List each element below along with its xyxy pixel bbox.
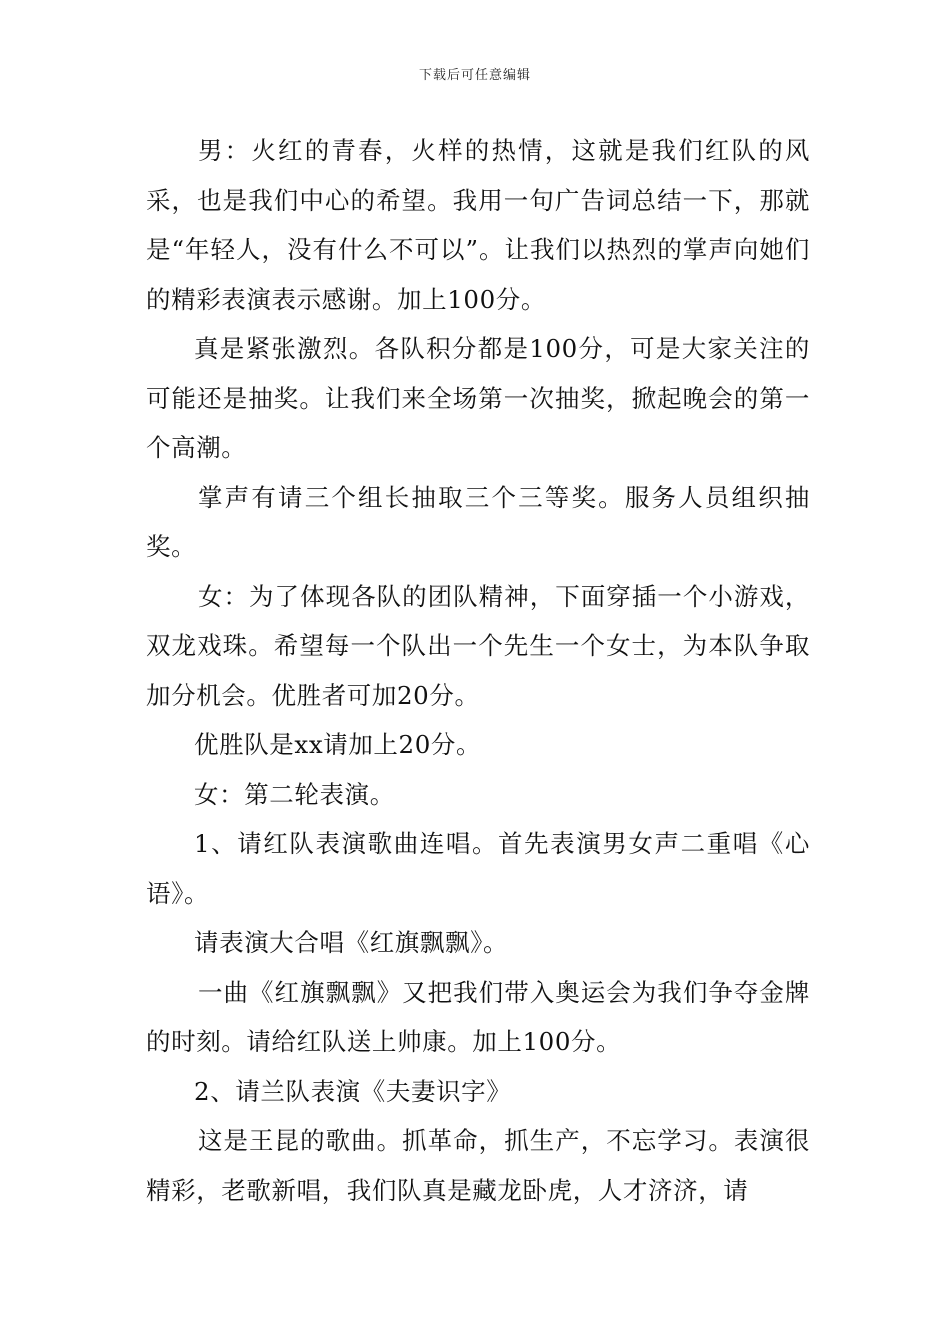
paragraph: 男：火红的青春，火样的热情，这就是我们红队的风采，也是我们中心的希望。我用一句广告词总结一下，那就是“年轻人，没有什么不可以”。让我们以热烈的掌声向她们的精彩表演表示感谢。加上100分。 <box>146 136 810 314</box>
document-body <box>146 126 810 1215</box>
paragraph: 这是王昆的歌曲。抓革命，抓生产，不忘学习。表演很精彩，老歌新唱，我们队真是藏龙卧虎，人才济济，请 <box>146 1126 810 1205</box>
paragraph: 女：第二轮表演。 <box>194 779 395 809</box>
paragraph: 掌声有请三个组长抽取三个三等奖。服务人员组织抽奖。 <box>146 482 810 561</box>
page-header-note: 下载后可任意编辑 <box>418 68 531 83</box>
paragraph: 请表演大合唱《红旗飘飘》。 <box>194 928 509 957</box>
paragraph: 优胜队是xx请加上20分。 <box>194 730 482 759</box>
paragraph: 1、请红队表演歌曲连唱。首先表演男女声二重唱《心语》。 <box>146 829 810 908</box>
paragraph: 女：为了体现各队的团队精神，下面穿插一个小游戏，双龙戏珠。希望每一个队出一个先生一个女士，为本队争取加分机会。优胜者可加20分。 <box>146 581 810 710</box>
paragraph: 一曲《红旗飘飘》又把我们带入奥运会为我们争夺金牌的时刻。请给红队送上帅康。加上100分。 <box>146 977 810 1056</box>
paragraph: 2、请兰队表演《夫妻识字》 <box>194 1076 512 1106</box>
paragraph: 真是紧张激烈。各队积分都是100分，可是大家关注的可能还是抽奖。让我们来全场第一次抽奖，掀起晚会的第一个高潮。 <box>146 334 810 462</box>
